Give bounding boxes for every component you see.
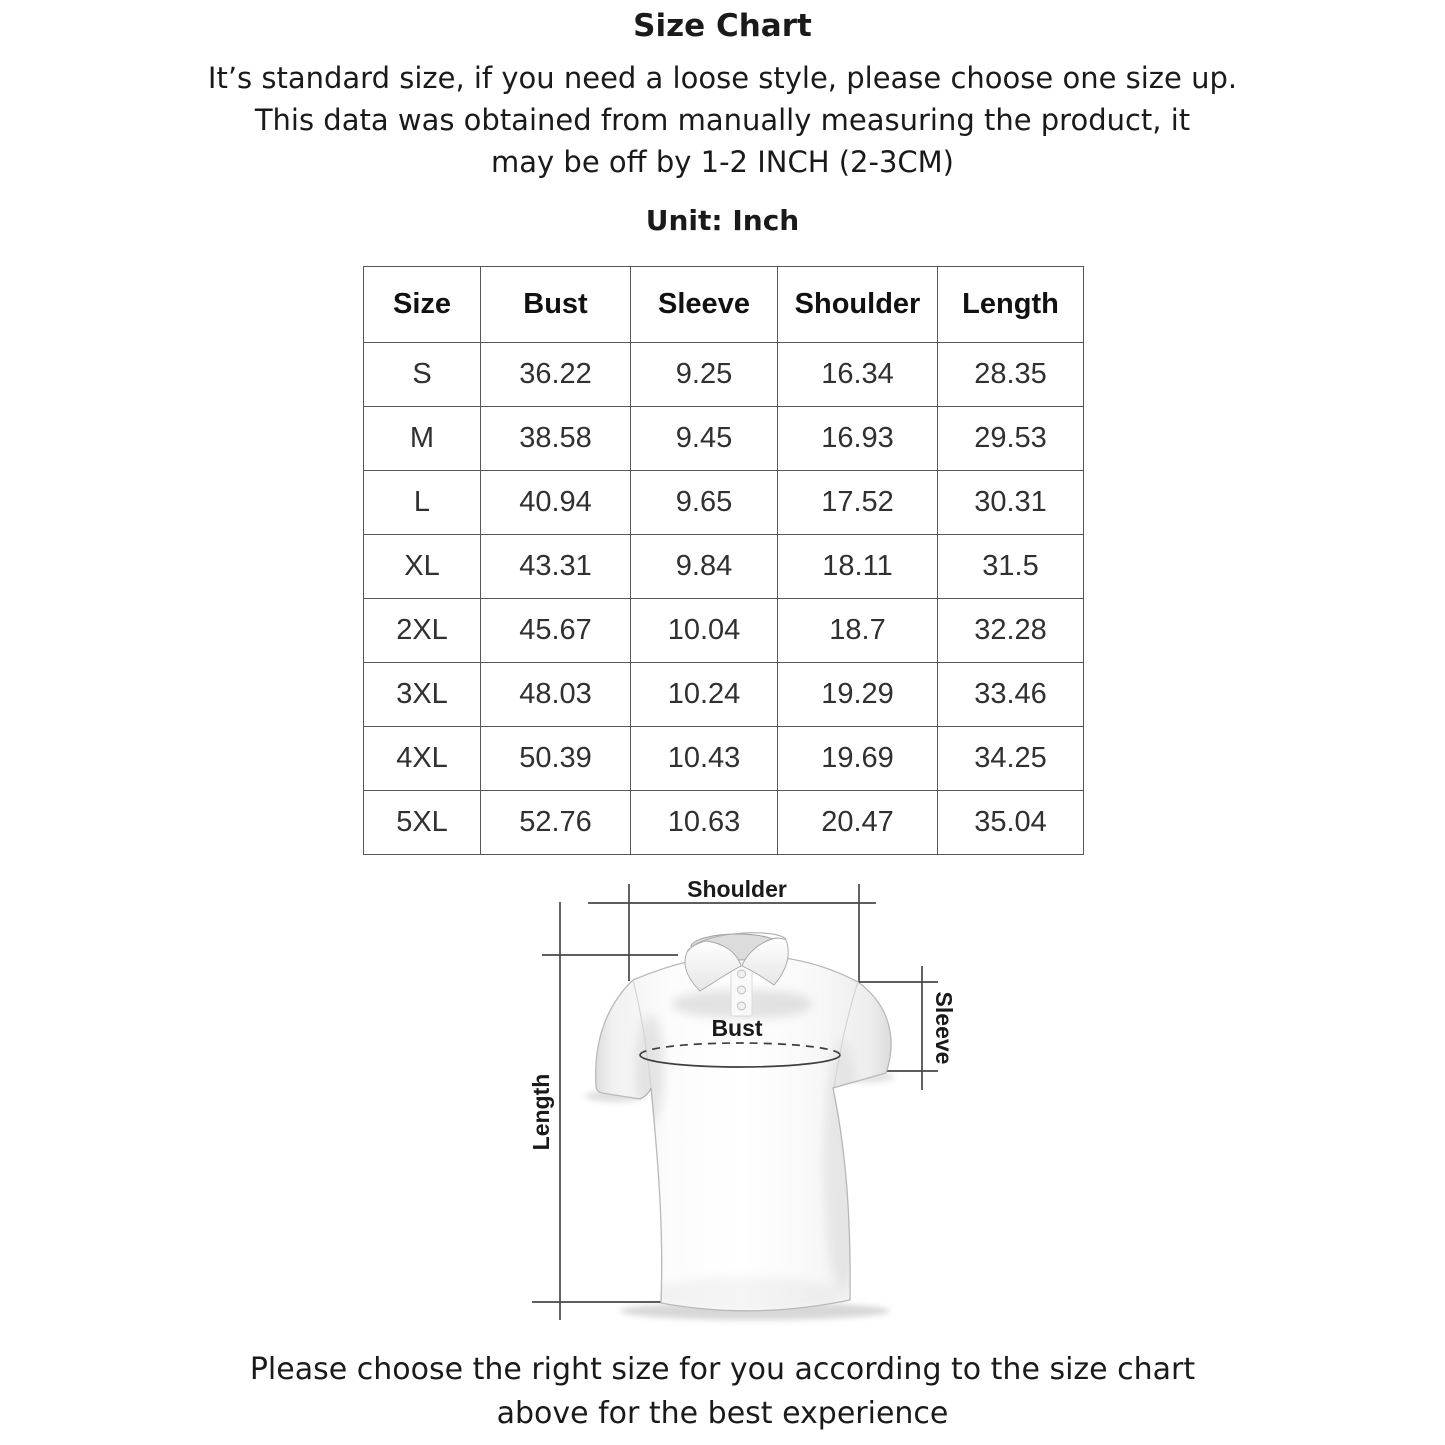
- size-table-header-cell: Sleeve: [631, 267, 778, 343]
- measurement-cell: 35.04: [938, 791, 1084, 855]
- measurement-cell: 9.84: [631, 535, 778, 599]
- measurement-cell: 50.39: [481, 727, 631, 791]
- table-row: [364, 727, 1084, 791]
- footer-note: [0, 1348, 1445, 1436]
- measurement-cell: 43.31: [481, 535, 631, 599]
- table-row: [364, 343, 1084, 407]
- page-title: Size Chart: [633, 8, 812, 44]
- size-cell: 3XL: [364, 663, 481, 727]
- measurement-cell: 9.25: [631, 343, 778, 407]
- table-row: [364, 663, 1084, 727]
- length-label: Length: [528, 1073, 554, 1151]
- measurement-cell: 30.31: [938, 471, 1084, 535]
- measurement-cell: 10.43: [631, 727, 778, 791]
- footer-line: Please choose the right size for you according to the size chart: [249, 1352, 1196, 1387]
- polo-shirt-illustration: [596, 933, 891, 1313]
- measurement-cell: 9.45: [631, 407, 778, 471]
- size-table-header-cell: Bust: [481, 267, 631, 343]
- measurement-cell: 34.25: [938, 727, 1084, 791]
- measurement-cell: 16.34: [778, 343, 938, 407]
- unit-label: Unit: Inch: [645, 204, 800, 237]
- size-table-body: [364, 343, 1084, 855]
- measurement-cell: 16.93: [778, 407, 938, 471]
- sleeve-label: Sleeve: [931, 991, 957, 1065]
- size-cell: 2XL: [364, 599, 481, 663]
- placket-button: [738, 986, 746, 994]
- measurement-cell: 31.5: [938, 535, 1084, 599]
- table-row: [364, 599, 1084, 663]
- size-cell: L: [364, 471, 481, 535]
- intro-line: may be off by 1-2 INCH (2-3CM): [491, 145, 954, 179]
- size-cell: M: [364, 407, 481, 471]
- intro-line: It’s standard size, if you need a loose style, please choose one size up.: [207, 61, 1238, 95]
- table-row: [364, 535, 1084, 599]
- measurement-cell: 9.65: [631, 471, 778, 535]
- measurement-cell: 38.58: [481, 407, 631, 471]
- measurement-cell: 19.69: [778, 727, 938, 791]
- shoulder-label: Shoulder: [687, 876, 787, 902]
- measurement-cell: 40.94: [481, 471, 631, 535]
- size-table-header-cell: Size: [364, 267, 481, 343]
- size-table-header-cell: Shoulder: [778, 267, 938, 343]
- size-cell: S: [364, 343, 481, 407]
- intro-text: [0, 57, 1445, 183]
- measurement-cell: 18.7: [778, 599, 938, 663]
- button-placket: [731, 963, 752, 1016]
- size-cell: 4XL: [364, 727, 481, 791]
- size-cell: XL: [364, 535, 481, 599]
- measurement-cell: 20.47: [778, 791, 938, 855]
- measurement-cell: 28.35: [938, 343, 1084, 407]
- size-cell: 5XL: [364, 791, 481, 855]
- intro-line: This data was obtained from manually measuring the product, it: [254, 103, 1191, 137]
- measurement-cell: 33.46: [938, 663, 1084, 727]
- placket-button: [738, 1002, 746, 1010]
- measurement-cell: 48.03: [481, 663, 631, 727]
- measurement-cell: 10.04: [631, 599, 778, 663]
- table-row: [364, 471, 1084, 535]
- measurement-cell: 45.67: [481, 599, 631, 663]
- measurement-cell: 52.76: [481, 791, 631, 855]
- measurement-cell: 32.28: [938, 599, 1084, 663]
- size-table-header-cell: Length: [938, 267, 1084, 343]
- measurement-cell: 17.52: [778, 471, 938, 535]
- placket-button: [738, 970, 746, 978]
- measurement-cell: 19.29: [778, 663, 938, 727]
- table-row: [364, 791, 1084, 855]
- size-table: [363, 266, 1084, 855]
- measurement-cell: 36.22: [481, 343, 631, 407]
- footer-line: above for the best experience: [496, 1396, 949, 1431]
- size-table-header-row: [364, 267, 1084, 343]
- measurement-cell: 10.24: [631, 663, 778, 727]
- measurement-cell: 29.53: [938, 407, 1084, 471]
- measurement-cell: 10.63: [631, 791, 778, 855]
- bust-label: Bust: [711, 1015, 763, 1041]
- measurement-diagram: [520, 870, 980, 1330]
- table-row: [364, 407, 1084, 471]
- measurement-cell: 18.11: [778, 535, 938, 599]
